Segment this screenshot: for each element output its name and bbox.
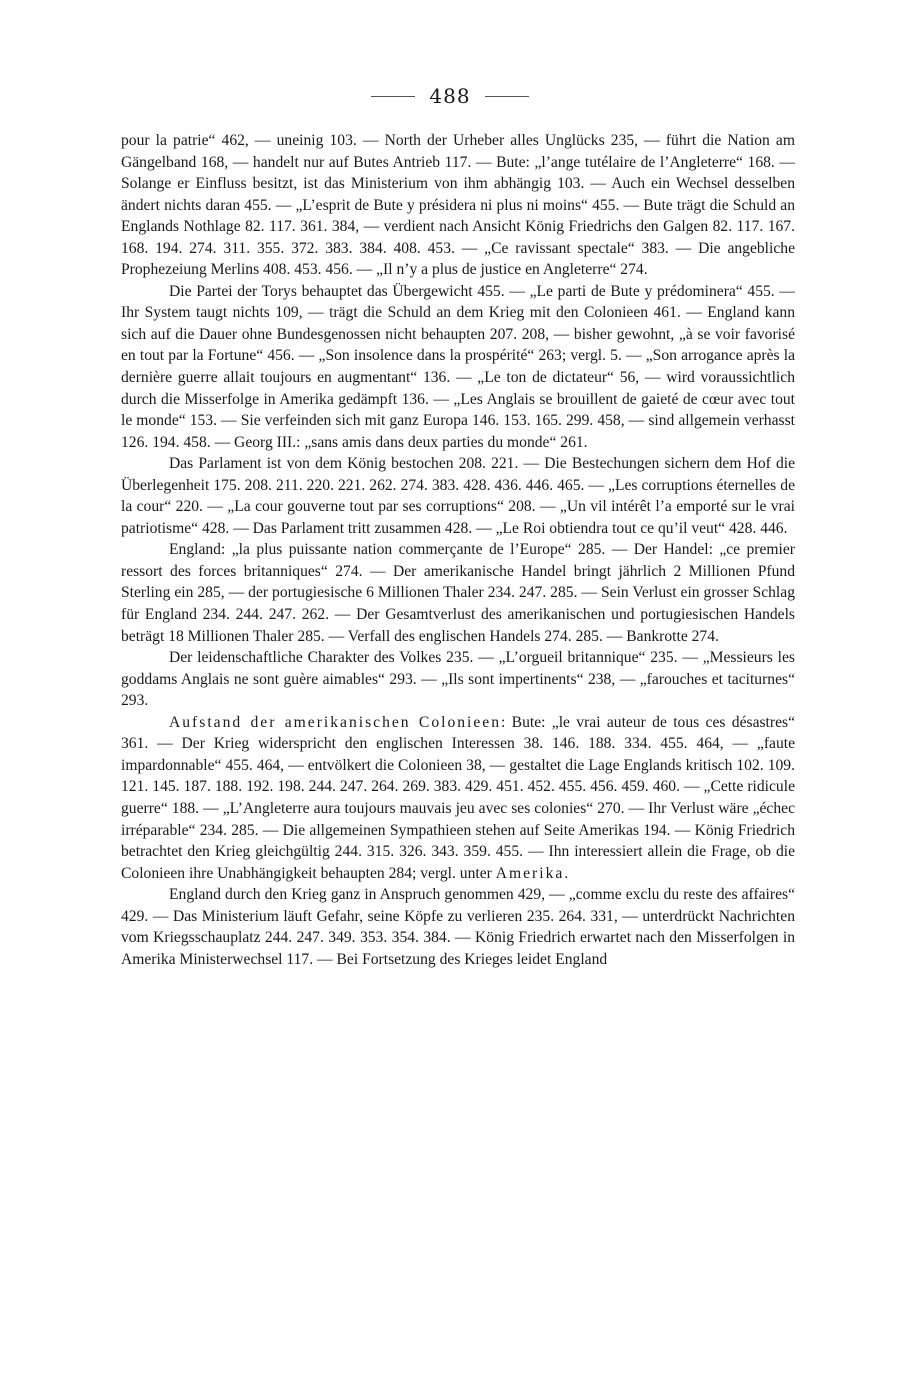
paragraph-1: pour la patrie“ 462, — uneinig 103. — North der Urheber alles Unglücks 235, — führt die Nation am Gängelband 168, — handelt nur auf Butes Antrieb 117. — Bute: „l’ange tutélaire de l’Angleterre“ 168. — Solange er Einfluss besitzt, ist das Ministerium von ihm abhängig 103. — Auch ein Wechsel desselben ändert nichts daran 455. — „L’esprit de Bute y présidera ni plus ni moins“ 455. — Bute trägt die Schuld an Englands Nothlage 82. 117. 361. 384, — verdient nach Ansicht König Friedrichs den Galgen 82. 117. 167. 168. 194. 274. 311. 355. 372. 383. 384. 408. 453. — „Ce ravissant spectale“ 383. — Die angebliche Prophezeiung Merlins 408. 453. 456. — „Il n’y a plus de justice en Angleterre“ 274. — [121, 132, 795, 279]
paragraph-2: Die Partei der Torys behauptet das Übergewicht 455. — „Le parti de Bute y prédominera“ 455. — Ihr System taugt nichts 109, — trägt die Schuld an dem Krieg mit den Colonieen 461. — England kann sich auf die Dauer ohne Bundesgenossen nicht behaupten 207. 208, — bisher gewohnt, „à se voir favorisé en tout par la Fortune“ 456. — „Son insolence dans la prospérité“ 263; vergl. 5. — „Son arrogance après la dernière guerre allait toujours en augmentant“ 136. — „Le ton de dictateur“ 56, — wird voraussichtlich durch die Misserfolge in Amerika gedämpft 136. — „Les Anglais se brouillent de gaieté de cœur avec tout le monde“ 153. — Sie verfeinden sich mit ganz Europa 146. 153. 165. 299. 458, — sind allgemein verhasst 126. 194. 458. — Georg III.: „sans amis dans deux parties du monde“ 261. — [121, 282, 795, 451]
paragraph-4: England: „la plus puissante nation commerçante de l’Europe“ 285. — Der Handel: „ce premier ressort des forces britanniques“ 274. — Der amerikanische Handel bringt jährlich 2 Millionen Pfund Sterling ein 285, — der portugiesische 6 Millionen Thaler 234. 247. 285. — Sein Verlust ein grosser Schlag für England 234. 244. 247. 262. — Der Gesamtverlust des amerikanischen und portugiesischen Handels beträgt 18 Millionen Thaler 285. — Verfall des englischen Handels 274. 285. — Bankrotte 274. — [121, 541, 795, 645]
paragraph-7: England durch den Krieg ganz in Anspruch genommen 429, — „comme exclu du reste des affaires“ 429. — Das Ministerium läuft Gefahr, seine Köpfe zu verlieren 235. 264. 331, — unterdrückt Nachrichten vom Kriegsschauplatz 244. 247. 349. 353. 354. 384. — König Friedrich erwartet nach den Misserfolgen in Amerika Ministerwechsel 117. — Bei Fortsetzung des Krieges leidet England — [121, 886, 795, 968]
paragraph-aufstand — [121, 712, 795, 884]
aufstand-heading: Aufstand der amerikanischen Colonieen — [169, 713, 502, 731]
page-header — [0, 84, 900, 108]
index-text — [121, 130, 795, 970]
aufstand-body: : Bute: „le vrai auteur de tous ces désastres“ 361. — Der Krieg widerspricht den englischen Interessen 38. 146. 188. 334. 455. 464, — „faute impardonnable“ 455. 464, — entvölkert die Colonieen 38, — gestaltet die Lage Englands kritisch 102. 109. 121. 145. 187. 188. 192. 198. 244. 247. 264. 269. 383. 429. 451. 452. 455. 456. 459. 460. — „Cette ridicule guerre“ 188. — „L’Angleterre aura toujours mauvais jeu avec ses colonies“ 270. — Ihr Verlust wäre „échec irréparable“ 234. 285. — Die allgemeinen Sympathieen stehen auf Seite Amerikas 194. — König Friedrich betrachtet den Krieg gleichgültig 244. 315. 326. 343. 359. 455. — Ihn interessiert allein die Frage, ob die Colonieen ihre Unabhängigkeit behaupten 284; vergl. unter — [121, 713, 795, 882]
amerika-reference: Amerika — [495, 864, 565, 882]
paragraph-5: Der leidenschaftliche Charakter des Volkes 235. — „L’orgueil britannique“ 235. — „Messieurs les goddams Anglais ne sont guère aimables“ 293. — „Ils sont impertinents“ 238, — „farouches et taciturnes“ 293. — [121, 649, 795, 710]
header-rule-right — [485, 96, 529, 97]
page-number: 488 — [429, 84, 471, 108]
header-rule-left — [371, 96, 415, 97]
aufstand-end: . — [564, 864, 569, 882]
paragraph-3: Das Parlament ist von dem König bestochen 208. 221. — Die Bestechungen sichern dem Hof die Überlegenheit 175. 208. 211. 220. 221. 262. 274. 383. 428. 436. 446. 465. — „Les corruptions éternelles de la cour“ 220. — „La cour gouverne tout par ses corruptions“ 208. — „Un vil intérêt l’a emporté sur le vrai patriotisme“ 428. — Das Parlament tritt zusammen 428. — „Le Roi obtiendra tout ce qu’il veut“ 428. 446. — [121, 455, 795, 537]
